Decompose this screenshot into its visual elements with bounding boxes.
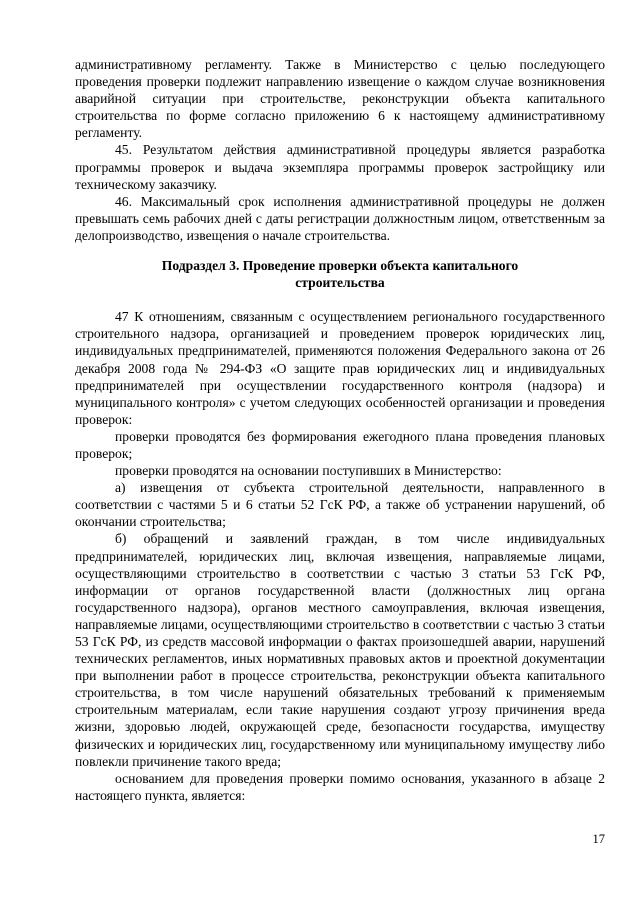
paragraph: основанием для проведения проверки помимо основания, указанного в абзаце 2 настоящего пункта, является:	[75, 770, 605, 803]
paragraphs-bottom	[75, 308, 605, 804]
page-number: 17	[592, 832, 605, 846]
paragraph: б) обращений и заявлений граждан, в том числе индивидуальных предпринимателей, юридических лиц, включая извещения, направляемые лицами, осуществляющими строительство в соответствии с частью 3 статьи 53 ГсК РФ, информации от органов государственной власти (должностных лиц органа государственного надзора), органов местного самоуправления, включая извещения, направляемые лицами, осуществляющими строительство в соответствии с частью 3 статьи 53 ГсК РФ, из средств массовой информации о фактах произошедшей аварии, нарушений технических регламентов, иных нормативных правовых актов и проектной документации при выполнении работ в процессе строительства, реконструкции объекта капитального строительства, в том числе нарушений обязательных требований к применяемым строительным материалам, если такие нарушения создают угрозу причинения вреда жизни, здоровью людей, окружающей среде, безопасности государства, имуществу физических и юридических лиц, государственному или муниципальному имуществу либо повлекли причинение такого вреда;	[75, 531, 605, 769]
document-page	[75, 56, 605, 804]
paragraph: проверки проводятся на основании поступивших в Министерство:	[115, 463, 502, 479]
section-heading-line: строительства	[295, 275, 385, 291]
paragraph: 47 К отношениям, связанным с осуществлением регионального государственного строительного надзора, организацией и проведением проверок юридических лиц, индивидуальных предпринимателей, применяются положения Федерального закона от 26 декабря 2008 года № 294-ФЗ «О защите прав юридических лиц и индивидуальных предпринимателей при осуществлении государственного контроля (надзора) и муниципального контроля» с учетом следующих особенностей организации и проведения проверок:	[75, 309, 605, 427]
paragraph: проверки проводятся без формирования ежегодного плана проведения плановых проверок;	[75, 428, 605, 461]
section-heading-line: Подраздел 3. Проведение проверки объекта капитального	[161, 258, 519, 274]
paragraph: административному регламенту. Также в Министерство с целью последующего проведения проверки подлежит направлению извещение о каждом случае возникновения аварийной ситуации при строительстве, реконструкции объекта капитального строительства по форме согласно приложению 6 к настоящему административному регламенту.	[75, 57, 605, 141]
paragraphs-top	[75, 56, 605, 244]
section-heading	[75, 244, 605, 308]
paragraph: 46. Максимальный срок исполнения административной процедуры не должен превышать семь рабочих дней с даты регистрации должностным лицом, ответственным за делопроизводство, извещения о начале строительства.	[75, 193, 605, 243]
paragraph: 45. Результатом действия административной процедуры является разработка программы проверок и выдача экземпляра программы проверок застройщику или техническому заказчику.	[75, 142, 605, 192]
paragraph: а) извещения от субъекта строительной деятельности, направленного в соответствии с частями 5 и 6 статьи 52 ГсК РФ, а также об устранении нарушений, об окончании строительства;	[75, 480, 605, 530]
